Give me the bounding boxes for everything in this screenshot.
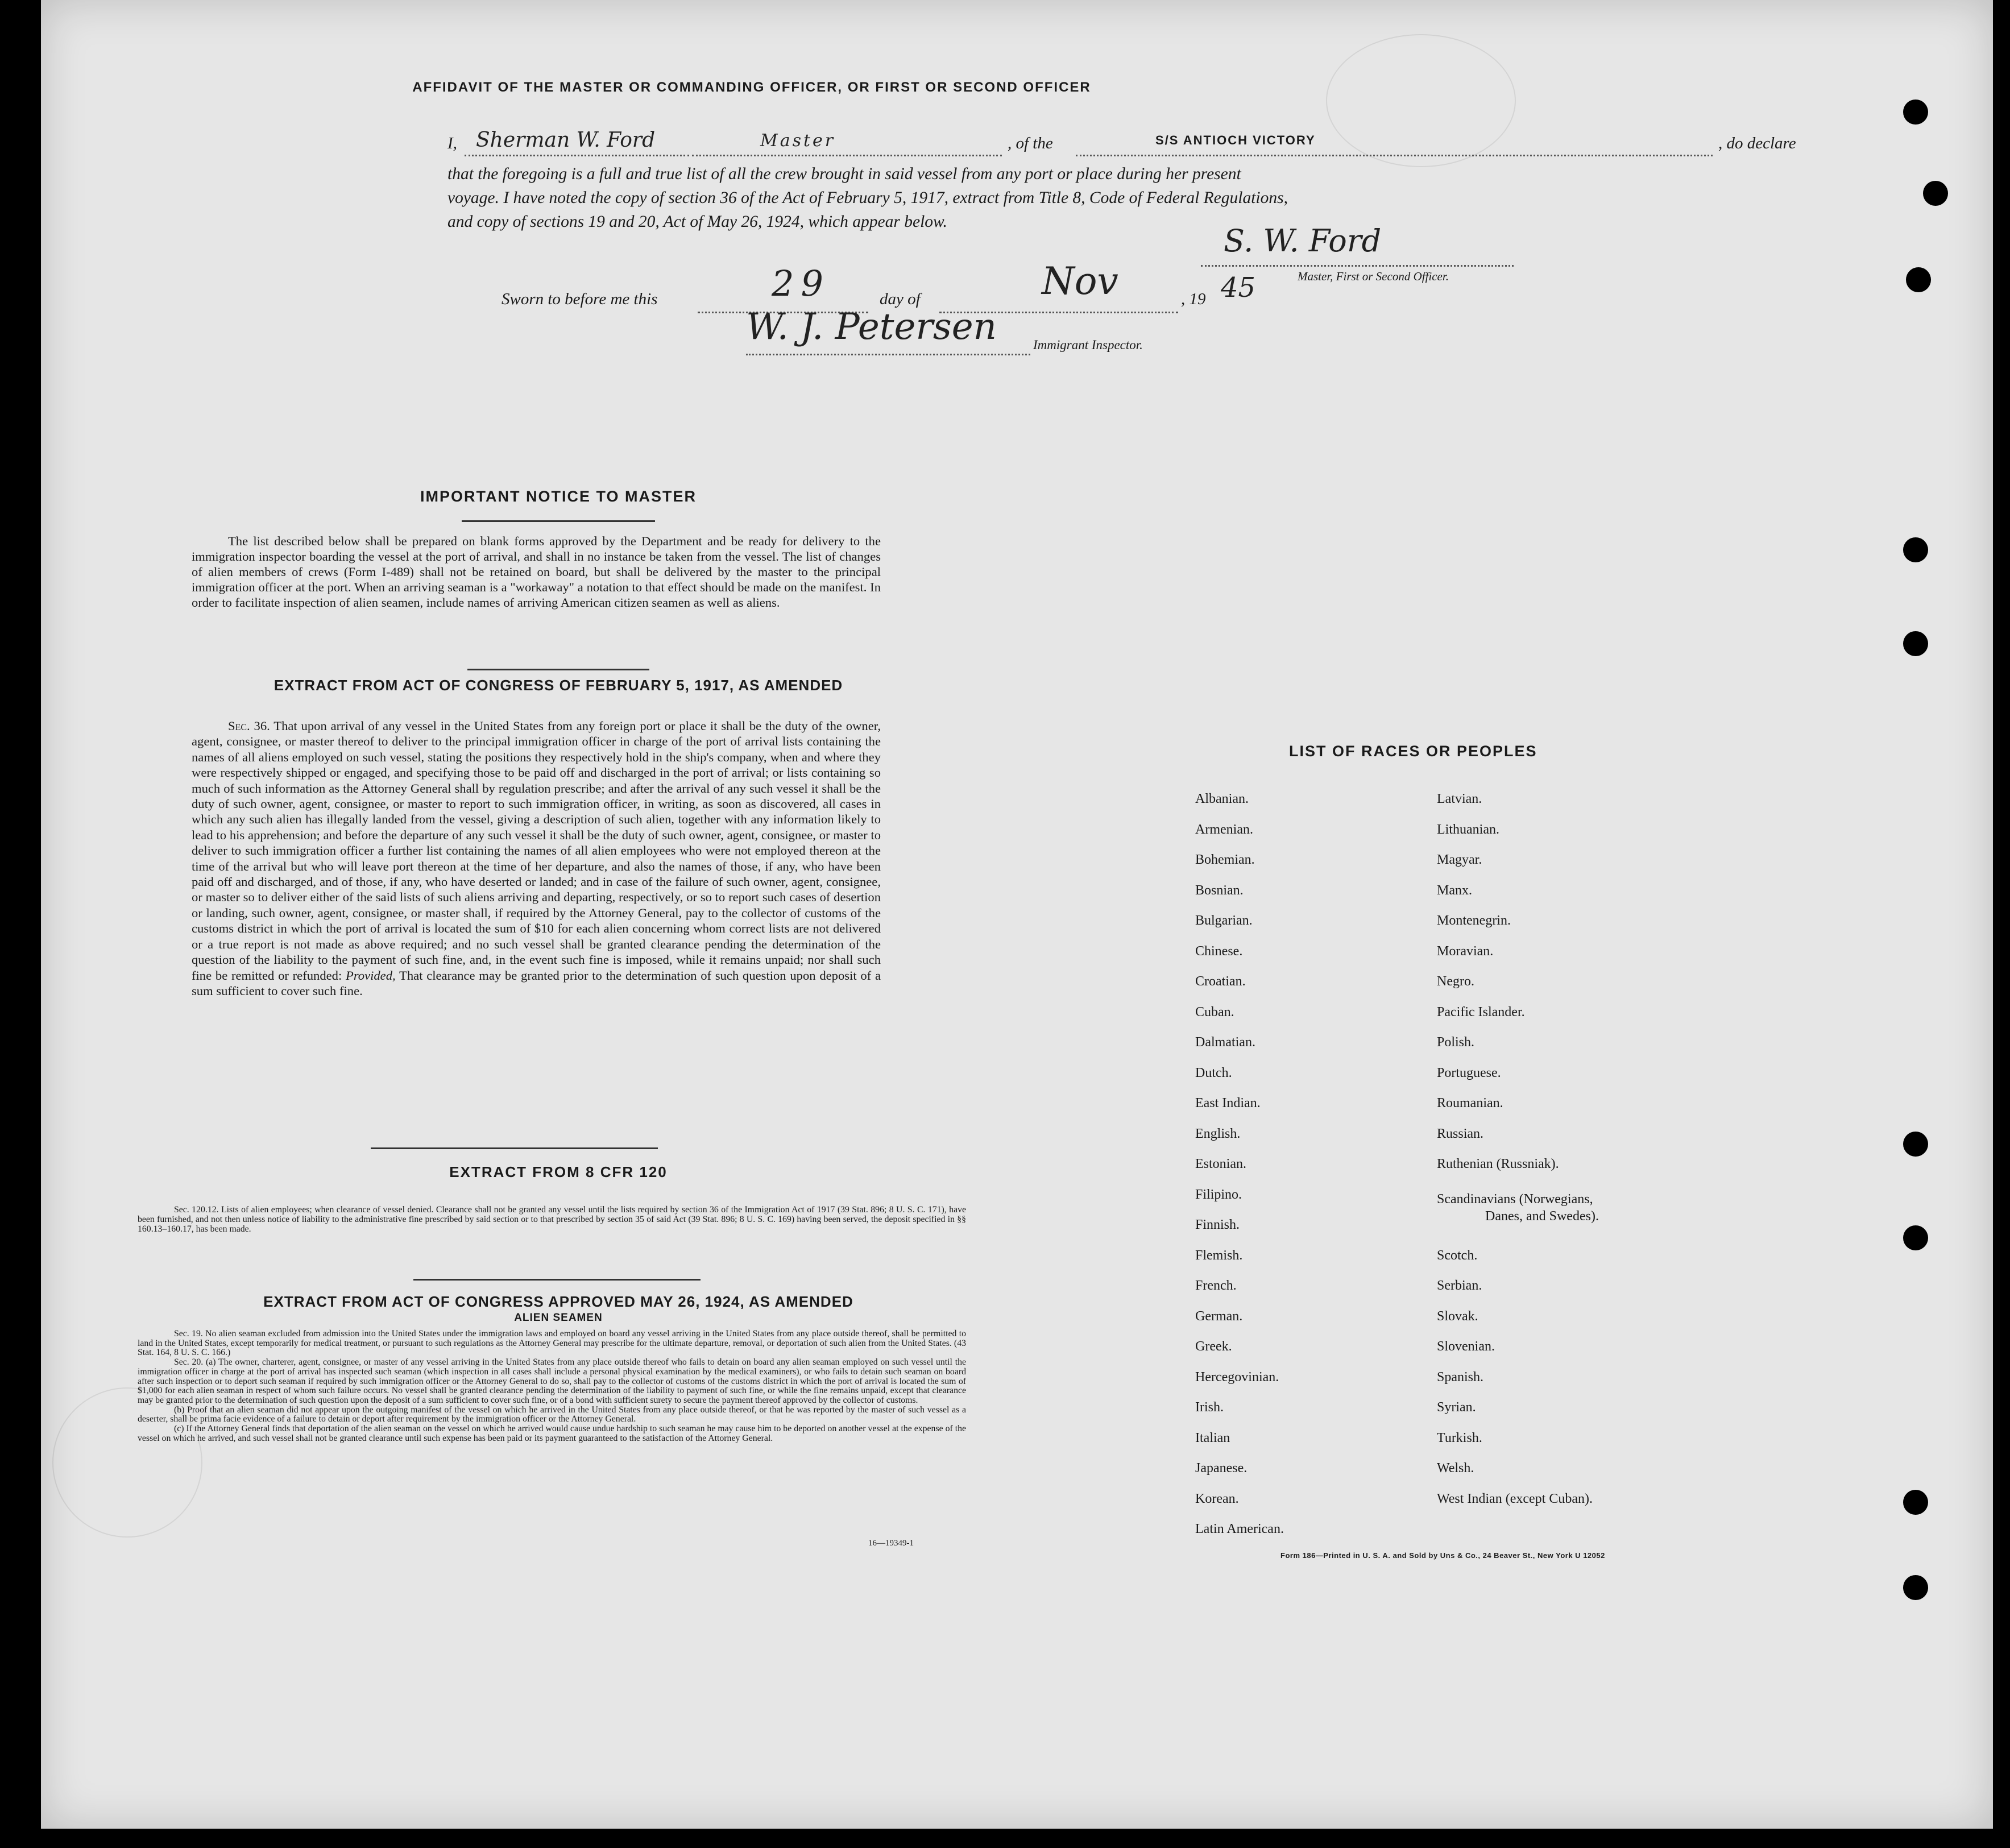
race-scandinavians-continued: Danes, and Swedes). — [1485, 1209, 1599, 1224]
race-item-right: Scandinavians (Norwegians, — [1437, 1191, 1593, 1207]
binder-hole — [1903, 1132, 1928, 1157]
master-caption: Master, First or Second Officer. — [1298, 270, 1449, 283]
race-item-right: Montenegrin. — [1437, 913, 1511, 928]
binder-hole — [1903, 1575, 1928, 1600]
race-item-left: Bosnian. — [1195, 882, 1244, 898]
cfr-divider — [371, 1147, 658, 1149]
sec19-text: Sec. 19. No alien seaman excluded from admission into the United States under the immigration laws and employed on board any vessel arriving in the United States from any place outside thereof, shall be permitted to land in the United States, except temporarily for medical treatment, or pursuant to such regulations as the Attorney General may prescribe for the ultimate departure, removal, or deportation of such alien from the United States. (43 Stat. 164, 8 U. S. C. 166.) — [138, 1329, 966, 1358]
provided-word: Provided, — [346, 968, 396, 983]
master-signature-line — [1201, 223, 1514, 267]
race-item-right: Moravian. — [1437, 943, 1494, 959]
inspector-signature: W. J. Petersen — [746, 306, 997, 348]
binder-hole — [1903, 537, 1928, 562]
affidavit-title: AFFIDAVIT OF THE MASTER OR COMMANDING OFFICER, OR FIRST OR SECOND OFFICER — [412, 80, 1091, 95]
race-item-right: Pacific Islander. — [1437, 1004, 1525, 1020]
race-item-left: Latin American. — [1195, 1522, 1284, 1536]
race-item-right: Turkish. — [1437, 1430, 1482, 1445]
race-item-left: Finnish. — [1195, 1217, 1240, 1232]
race-item-left: Croatian. — [1195, 974, 1246, 989]
race-item-left: Greek. — [1195, 1339, 1232, 1354]
race-item-left: Dutch. — [1195, 1065, 1232, 1080]
race-item-right: Scotch. — [1437, 1248, 1478, 1263]
race-item-left: German. — [1195, 1308, 1243, 1324]
vessel-field — [1076, 135, 1713, 156]
affidavit-line-3: voyage. I have noted the copy of section 36 of the Act of February 5, 1917, extract from Title 8, Code of Federal Regulations, — [447, 189, 1288, 207]
race-item-left: English. — [1195, 1126, 1241, 1141]
race-item-left: Armenian. — [1195, 822, 1253, 837]
binder-hole — [1906, 267, 1931, 292]
cfr-title: EXTRACT FROM 8 CFR 120 — [449, 1163, 668, 1180]
sec36-end: That clearance may be granted prior to the determination of such question upon deposit of a sum sufficient to cover such fine. — [192, 968, 881, 998]
year-prefix: , 19 — [1181, 290, 1206, 308]
race-item-right: West Indian (except Cuban). — [1437, 1491, 1593, 1506]
race-item-right: Manx. — [1437, 882, 1472, 898]
binder-hole — [1903, 100, 1928, 125]
year-handwritten: 45 — [1221, 272, 1256, 304]
day-of-text: day of — [880, 290, 921, 308]
race-item-left: East Indian. — [1195, 1096, 1261, 1111]
race-item-left: Hercegovinian. — [1195, 1369, 1279, 1385]
sworn-text: Sworn to before me this — [502, 290, 658, 308]
extract1924-divider — [413, 1279, 701, 1281]
race-item-right: Slovak. — [1437, 1308, 1478, 1324]
race-item-left: Albanian. — [1195, 792, 1249, 806]
race-item-left: Irish. — [1195, 1400, 1224, 1415]
race-item-left: Estonian. — [1195, 1157, 1246, 1171]
print-code: 16—19349-1 — [868, 1539, 914, 1548]
rank-field — [692, 131, 1002, 156]
vessel-name-typed: S/S ANTIOCH VICTORY — [1155, 133, 1316, 147]
sec20c-text: (c) If the Attorney General finds that deportation of the alien seaman on the vessel on which he arrived would cause undue hardship to such seaman he may cause him to be deported on another vessel at the expense of the vessel on which he arrived, and such vessel shall not be granted clearance until such expense has been paid or its payment guaranteed to the satisfaction of the Attorney General. — [138, 1424, 966, 1443]
race-item-right: Roumanian. — [1437, 1096, 1503, 1111]
race-item-right: Russian. — [1437, 1126, 1484, 1141]
race-item-left: Italian — [1195, 1430, 1230, 1445]
race-item-left: Korean. — [1195, 1491, 1239, 1506]
sec36-label: Sec. 36. — [228, 719, 270, 733]
race-item-right: Ruthenian (Russniak). — [1437, 1157, 1559, 1171]
notice-divider — [462, 520, 655, 522]
race-item-right: Negro. — [1437, 974, 1474, 989]
rank-handwritten: Master — [760, 131, 836, 151]
race-item-left: Filipino. — [1195, 1187, 1242, 1202]
extract1917-divider — [467, 669, 649, 670]
extract1924-title: EXTRACT FROM ACT OF CONGRESS APPROVED MAY 26, 1924, AS AMENDED — [263, 1293, 853, 1310]
affidavit-prefix: I, — [447, 134, 457, 152]
races-title: LIST OF RACES OR PEOPLES — [1289, 743, 1537, 760]
inspector-caption: Immigrant Inspector. — [1033, 338, 1143, 352]
master-name-handwritten: Sherman W. Ford — [476, 129, 656, 152]
race-item-right: Latvian. — [1437, 792, 1482, 806]
race-item-left: Flemish. — [1195, 1248, 1243, 1263]
binder-hole — [1903, 631, 1928, 656]
race-item-left: Bohemian. — [1195, 852, 1255, 867]
race-item-right: Slovenian. — [1437, 1339, 1495, 1354]
race-item-right: Serbian. — [1437, 1278, 1482, 1293]
of-the-text: , of the — [1008, 134, 1053, 152]
race-item-right: Polish. — [1437, 1035, 1475, 1050]
extract1917-body — [192, 718, 881, 998]
binder-hole — [1923, 181, 1948, 206]
extract1917-title: EXTRACT FROM ACT OF CONGRESS OF FEBRUARY 5, 1917, AS AMENDED — [273, 677, 843, 694]
cfr-body: Sec. 120.12. Lists of alien employees; when clearance of vessel denied. Clearance shall not be granted any vessel until the lists required by section 36 of the Immigration Act of 1917 (39 Stat. 896; 8 U. S. C. 171), have been furnished, and not then unless notice of liability to the administrative fine prescribed by said section or to that prescribed by section 35 of said Act (39 Stat. 896; 8 U. S. C. 169) having been served, the deposit specified in §§ 160.13–160.17, has been made. — [138, 1205, 966, 1234]
race-item-left: Dalmatian. — [1195, 1035, 1255, 1050]
race-item-left: Japanese. — [1195, 1461, 1248, 1476]
race-item-left: Bulgarian. — [1195, 913, 1253, 928]
master-name-field — [465, 129, 689, 156]
form-print-line: Form 186—Printed in U. S. A. and Sold by Uns & Co., 24 Beaver St., New York U 12052 — [1280, 1551, 1605, 1560]
race-item-right: Spanish. — [1437, 1369, 1484, 1385]
binder-hole — [1903, 1490, 1928, 1515]
sec20b-text: (b) Proof that an alien seaman did not appear upon the outgoing manifest of the vessel on which he arrived in the United States from any place outside thereof, or that he was reported by the master of such vessel as a deserter, shall be prima facie evidence of a failure to detain or deport after requirement by the immigration officer or the Attorney General. — [138, 1404, 966, 1424]
race-item-right: Magyar. — [1437, 852, 1482, 867]
affidavit-line-2: that the foregoing is a full and true list of all the crew brought in said vessel from any port or place during her present — [447, 165, 1241, 183]
month-handwritten: Nov — [1042, 259, 1118, 303]
extract1924-subtitle: ALIEN SEAMEN — [514, 1312, 603, 1324]
race-item-right: Syrian. — [1437, 1400, 1476, 1415]
day-handwritten: 29 — [772, 263, 830, 304]
race-item-right: Lithuanian. — [1437, 822, 1499, 837]
notice-title: IMPORTANT NOTICE TO MASTER — [420, 488, 697, 505]
race-item-left: French. — [1195, 1278, 1237, 1293]
document-sheet — [41, 0, 1993, 1829]
extract1924-body — [138, 1329, 966, 1443]
race-item-right: Portuguese. — [1437, 1065, 1501, 1080]
race-item-right: Welsh. — [1437, 1461, 1474, 1476]
sec20a-text: Sec. 20. (a) The owner, charterer, agent, consignee, or master of any vessel arriving in the United States from any place outside thereof who fails to detain on board any alien seaman employed on such vessel until the immigration officer in charge at the port of arrival has inspected such seaman (which inspection in all cases shall include a personal physical examination by the medical examiners), or who fails to detain such seaman on board after such inspection or to deport such seaman if required by such immigration officer or the Attorney General to do so, shall pay to the collector of customs of the customs district in which the port of arrival is located the sum of $1,000 for each alien seaman in respect of whom such failure occurs. No vessel shall be granted clearance pending the determination of the liability to payment of such fine, or while the fine remains unpaid, except that clearance may be granted prior to the determination of such question upon the deposit of a sum sufficient to cover such fine, or of a bond with sufficient surety to secure the payment thereof approved by the collector of customs. — [138, 1357, 966, 1405]
master-signature: S. W. Ford — [1224, 223, 1382, 259]
do-declare-text: , do declare — [1718, 134, 1796, 152]
sec36-text: That upon arrival of any vessel in the United States from any foreign port or place it shall be the duty of the owner, agent, consignee, or master thereof to deliver to the principal immigration officer in charge of the port of arrival lists containing the names of all aliens employed on such vessel, stating the positions they respectively hold in the ship's company, when and where they were respectively shipped or engaged, and specifying those to be paid off and discharged in the port of arrival; or lists containing so much of such information as the Attorney General shall by regulation prescribe; and after the arrival of any such vessel it shall be the duty of such owner, agent, consignee, or master to report to such immigration officer, in writing, as soon as discovered, all cases in which any such alien has illegally landed from the vessel, giving a description of such alien, together with any information likely to lead to his apprehension; and before the departure of any such vessel it shall be the duty of such owner, agent, consignee, or master to deliver to such immigration officer a further list containing the names of all alien employees who were not employed thereon at the time of the arrival but who will leave port thereon at the time of her departure, and also the names of those, if any, who have been paid off and discharged, and of those, if any, who have deserted or landed; and in case of the failure of such owner, agent, consignee, or master so to deliver either of the said lists of such aliens arriving and departing, respectively, or so to report such cases of desertion or landing, such owner, agent, consignee, or master shall, if required by the Attorney General, pay to the collector of customs of the customs district in which the port of arrival is located the sum of $10 for each alien concerning whom correct lists are not delivered or a true report is not made as above required; and no such vessel shall be granted clearance pending the determination of the question of the liability to the payment of such fine, and, in the event such fine is imposed, while it remains unpaid; nor shall such fine be remitted or refunded: — [192, 719, 881, 983]
race-item-left: Cuban. — [1195, 1004, 1234, 1020]
inspector-signature-line — [746, 306, 1030, 355]
affidavit-line-4: and copy of sections 19 and 20, Act of May 26, 1924, which appear below. — [447, 213, 947, 231]
notice-body: The list described below shall be prepared on blank forms approved by the Department and be ready for delivery to the immigration inspector boarding the vessel at the port of arrival, and shall in no instance be taken from the vessel. The list of changes of alien members of crews (Form I-489) shall not be retained on board, but shall be delivered by the master to the principal immigration officer at the port. When an arriving seaman is a "workaway" a notation to that effect should be made on the manifest. In order to facilitate inspection of alien seamen, include names of arriving American citizen seamen as well as aliens. — [192, 534, 881, 610]
race-item-left: Chinese. — [1195, 943, 1243, 959]
binder-hole — [1903, 1225, 1928, 1250]
